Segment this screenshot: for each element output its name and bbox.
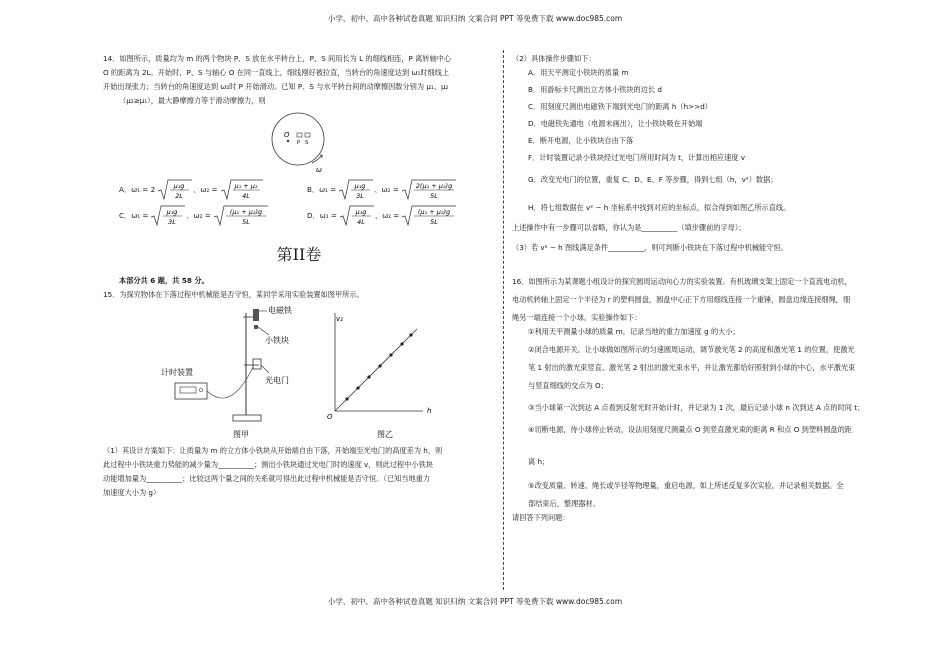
option-b-mid: 、ω₂ = [374, 185, 399, 194]
label-s: S [305, 140, 309, 146]
q16-ask: 请回答下列问题： [512, 513, 570, 522]
section-note: 本部分共 6 题，共 58 分。 [119, 276, 209, 285]
q14-line: O 的距离为 2L。开始时，P、S 与轴心 O 在同一直线上，细线刚好被拉直，当转台的角速度达到 ω₁时细线上 [103, 68, 450, 77]
graph-v-label: v₂ [336, 315, 343, 323]
radical-d1 [339, 204, 375, 228]
q16-stem [512, 276, 910, 324]
q16-step: 部结束后，整理器材。 [528, 499, 600, 508]
radical-a1 [157, 178, 193, 202]
label-electromagnet: 电磁铁 [268, 306, 292, 315]
svg-text:(μ₁ + μ₂)g: (μ₁ + μ₂)g [418, 208, 451, 216]
q16-step: ②闭合电源开关，让小球做如图所示的匀速圆周运动，调节激光笔 2 的高度和激光笔 1 的位置，使激光 [528, 345, 855, 354]
label-fig-jia: 图甲 [233, 430, 249, 439]
svg-text:5L: 5L [430, 218, 439, 226]
data-point [378, 364, 381, 367]
radical-d2 [401, 204, 457, 228]
radical-b1 [338, 178, 374, 202]
section-title: 第II卷 [276, 245, 322, 264]
label-fig-yi: 图乙 [377, 430, 393, 439]
page-footer: 小学、初中、高中各种试卷真题 知识归纳 文案合同 PPT 等免费下载 www.doc985.com [327, 597, 623, 606]
q16-line: 绳另一端连接一个小球。实验操作如下： [512, 313, 642, 322]
data-point [400, 342, 403, 345]
label-o: O [284, 131, 290, 139]
svg-text:4L: 4L [357, 218, 365, 226]
q15-part1-line: 此过程中小铁块重力势能的减少量为__________；测出小铁块通过光电门时的速度 v，则此过程中小铁块 [103, 460, 433, 469]
option-c[interactable] [103, 203, 307, 229]
q14-line: （μ₂≥μ₁），最大静摩擦力等于滑动摩擦力，则 [119, 96, 266, 105]
label-iron-block: 小铁块 [265, 336, 289, 345]
q15-stem: 15．为探究物体在下落过程中机械能是否守恒，某同学采用实验装置如图甲所示。 [103, 290, 364, 299]
option-d-label: D．ω₁ = [307, 211, 337, 220]
q15-part3: （3）若 v² − h 图线满足条件__________，则可判断小铁块在下落过程中机械能守恒。 [512, 243, 788, 252]
q15-part1-line: 动能增加量为__________；比较这两个量之间的关系就可得出此过程中机械能是否守恒。（已知当地重力 [103, 474, 431, 483]
data-point [389, 353, 392, 356]
radical-c1 [150, 204, 186, 228]
q15-part1-line: 加速度大小为 g） [103, 488, 161, 497]
iron-block [254, 325, 258, 329]
radical-c2 [213, 204, 269, 228]
data-point [367, 375, 370, 378]
gate-pointer [261, 365, 269, 373]
block-s [305, 133, 310, 137]
q16-step: ④切断电源，待小球停止转动，设法用刻度尺测量点 O 到竖直激光束的距离 R 和点 O 到塑料圆盘的距 [528, 425, 852, 434]
q14-figure-area [103, 109, 495, 177]
step-e: E．断开电源，让小铁块自由下落 [528, 136, 634, 145]
column-divider [503, 50, 504, 590]
data-point [409, 333, 412, 336]
electromagnet [253, 309, 259, 321]
svg-text:5L: 5L [241, 218, 250, 226]
q14-line: 开始出现张力；当转台的角速度达到 ω₂时 P 开始滑动。已知 P、S 与水平转台间的动摩擦因数分别为 μ₁、μ₂ [103, 82, 449, 91]
graph-h-label: h [427, 407, 432, 415]
q14-line: 14．如图所示，质量均为 m 的两个物块 P、S 放在水平转台上，P、S 间用长为 L 的细线相连，P 离转轴中心 [103, 54, 452, 63]
q16-steps [512, 326, 910, 510]
radical-a2 [220, 178, 264, 202]
data-point [356, 386, 359, 389]
apparatus-figures [153, 303, 453, 443]
iron-block-pointer [258, 327, 269, 335]
photogate [253, 359, 261, 369]
q15-part2-head: （2）具体操作步骤如下： [512, 54, 596, 63]
option-d[interactable] [307, 203, 495, 229]
turntable-figure [260, 111, 340, 175]
left-column [103, 53, 495, 501]
option-a-label: A．ω₁ = 2 [119, 185, 156, 194]
svg-text:3L: 3L [168, 218, 177, 226]
svg-text:μ₁ + μ₂: μ₁ + μ₂ [234, 182, 258, 190]
page-header: 小学、初中、高中各种试卷真题 知识归纳 文案合同 PPT 等免费下载 www.doc985.com [327, 14, 623, 23]
q16-step: 笔 1 射出的激光束竖直、激光笔 2 射出的激光束水平，并让激光都恰好照射到小球的中心，水平激光束 [528, 363, 856, 372]
option-a-mid: 、ω₂ = [193, 185, 218, 194]
step-f: F．计时装置记录小铁块经过光电门所用时间为 t，计算出相应速度 v [528, 153, 746, 162]
label-p: P [297, 140, 301, 146]
svg-text:2L: 2L [175, 192, 184, 200]
q16-line: 16．如图所示为某课题小组设计的探究圆周运动向心力的实验装置。有机玻璃支架上固定一个直流电动机， [512, 277, 852, 286]
stand-base [233, 415, 261, 421]
option-a[interactable] [103, 177, 307, 203]
svg-text:(μ₁ + μ₂)g: (μ₁ + μ₂)g [229, 208, 262, 216]
graph-origin: O [327, 413, 333, 421]
step-b: B．用游标卡尺测出立方体小铁块的边长 d [528, 85, 662, 94]
q16-step: ⑤改变质量、转速、绳长或半径等物理量，重启电源，如上所述反复多次实验，并记录相关数据。全 [528, 481, 844, 490]
svg-text:3L: 3L [356, 192, 365, 200]
svg-text:5L: 5L [429, 192, 438, 200]
q16-step: 离 h； [528, 457, 550, 466]
option-c-label: C．ω₁ = [119, 211, 149, 220]
svg-text:2(μ₁ + μ₂)g: 2(μ₁ + μ₂)g [415, 182, 452, 190]
turntable-circle [272, 113, 324, 165]
q16-line: 电动机转轴上固定一个半径为 r 的塑料圆盘，圆盘中心正下方用细线连接一个重锤，圆盘边缘连接细绳，细 [512, 295, 851, 304]
block-p [297, 133, 302, 137]
q14-options-row1 [103, 177, 495, 203]
axis-center-dot [287, 140, 289, 142]
svg-text:μ₁g: μ₁g [173, 182, 185, 190]
option-c-mid: 、ω₂ = [186, 211, 211, 220]
label-omega: ω [316, 166, 322, 174]
q15-omit-line: 上述操作中有一步骤可以省略，你认为是__________（填步骤前的字母）； [512, 223, 746, 232]
q14-stem [103, 53, 495, 107]
label-timer: 计时装置 [161, 368, 193, 377]
q15-part1 [103, 445, 495, 499]
radical-b2 [401, 178, 457, 202]
step-h: H．将七组数据在 v² − h 坐标系中找到对应的坐标点，拟合得到如图乙所示直线。 [528, 203, 791, 212]
timer-knob [200, 389, 203, 392]
data-point [345, 397, 348, 400]
step-a: A．用天平测定小铁块的质量 m [528, 68, 629, 77]
option-b[interactable] [307, 177, 495, 203]
step-c: C．用刻度尺测出电磁铁下端到光电门的距离 h（h>>d） [528, 102, 712, 111]
svg-text:μ₁g: μ₁g [354, 182, 366, 190]
svg-text:4L: 4L [241, 192, 250, 200]
step-d: D．电磁铁先通电（电源未画出），让小铁块吸在开始端 [528, 119, 703, 128]
q15-figures [103, 303, 495, 445]
label-photogate: 光电门 [265, 376, 289, 385]
q16-step: 与竖直细线的交点为 O； [528, 381, 608, 390]
q14-options-row2 [103, 203, 495, 229]
step-g: G．改变光电门的位置，重复 C、D、E、F 等步骤，得到七组（h，v²）数据； [528, 175, 778, 184]
option-d-mid: 、ω₂ = [374, 211, 400, 220]
q16-step: ③当小球第一次到达 A 点看到反射光时开始计时，并记录为 1 次，最后记录小球 n 次到达 A 点的时间 t； [528, 403, 865, 412]
option-b-label: B．ω₁ = [307, 185, 337, 194]
q16-step: ①利用天平测量小球的质量 m，记录当地的重力加速度 g 的大小； [528, 327, 740, 336]
svg-text:μ₁g: μ₁g [355, 208, 367, 216]
svg-text:μ₁g: μ₁g [166, 208, 178, 216]
timer-display [180, 387, 196, 393]
q15-part1-line: （1）其设计方案如下：让质量为 m 的立方体小铁块从开始端自由下落，开始端至光电门的高度差为 h，则 [103, 446, 443, 455]
right-column [512, 53, 910, 526]
